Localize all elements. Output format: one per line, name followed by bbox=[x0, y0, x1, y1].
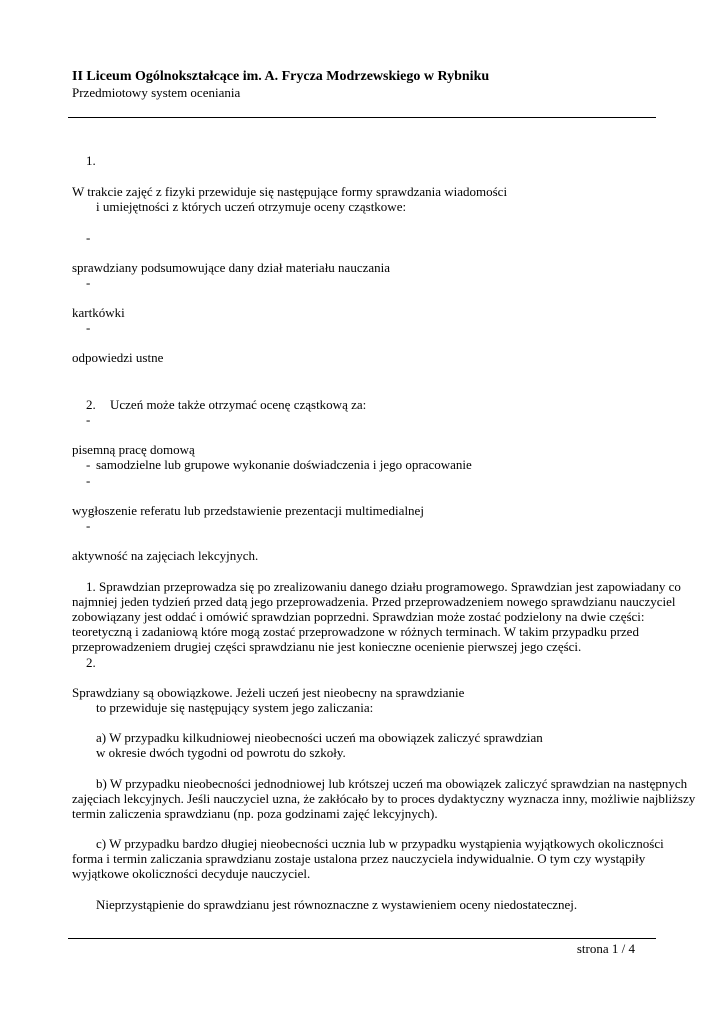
section4-intro-line2: to przewiduje się następujący system jego zaliczania: bbox=[96, 700, 374, 715]
case-c-line1: c) W przypadku bardzo długiej nieobecności ucznia lub w przypadku wystąpienia wyjątkowych okoliczności bbox=[96, 836, 664, 851]
section2-number: 2. bbox=[86, 397, 96, 412]
list-bullet: - bbox=[86, 230, 91, 245]
section2-intro: Uczeń może także otrzymać ocenę cząstkową za: bbox=[110, 397, 367, 412]
section1-intro-line2: i umiejętności z których uczeń otrzymuje oceny cząstkowe: bbox=[96, 199, 407, 214]
case-a-line2: w okresie dwóch tygodni od powrotu do szkoły. bbox=[96, 745, 346, 760]
document-subtitle: Przedmiotowy system oceniania bbox=[72, 85, 241, 100]
paragraph-line: 1. Sprawdzian przeprowadza się po zrealizowaniu danego działu programowego. Sprawdzian jest zapowiadany co bbox=[86, 579, 681, 594]
list-bullet: - bbox=[86, 412, 91, 427]
list-item: kartkówki bbox=[72, 305, 125, 320]
list-item: odpowiedzi ustne bbox=[72, 350, 164, 365]
page-number: strona 1 / 4 bbox=[576, 941, 635, 956]
section1-intro-line1: W trakcie zajęć z fizyki przewiduje się następujące formy sprawdzania wiadomości bbox=[72, 184, 508, 199]
document-title: II Liceum Ogólnokształcące im. A. Frycza Modrzewskiego w Rybniku bbox=[72, 69, 490, 84]
case-b-line1: b) W przypadku nieobecności jednodniowej lub krótszej uczeń ma obowiązek zaliczyć sprawdzian na następnych bbox=[96, 776, 688, 791]
case-b-line3: termin zaliczenia sprawdzianu (np. poza godzinami zajęć lekcyjnych). bbox=[72, 806, 438, 821]
section3-number2: 2. bbox=[86, 655, 96, 670]
case-c-line2: forma i termin zaliczania sprawdzianu zostaje ustalona przez nauczyciela indywidualnie. O tym czy wystąpiły bbox=[72, 851, 646, 866]
case-c-line3: wyjątkowe okoliczności decyduje nauczyciel. bbox=[72, 866, 311, 881]
list-bullet: - bbox=[86, 457, 91, 472]
list-bullet: - bbox=[86, 320, 91, 335]
list-item: pisemną pracę domową bbox=[72, 442, 195, 457]
list-item: samodzielne lub grupowe wykonanie doświadczenia i jego opracowanie bbox=[96, 457, 472, 472]
case-b-line2: zajęciach lekcyjnych. Jeśli nauczyciel uzna, że zakłócało by to proces dydaktyczny wyznacza inny, możliwie najbliższy bbox=[72, 791, 696, 806]
section1-number: 1. bbox=[86, 153, 96, 168]
section4-intro-line1: Sprawdziany są obowiązkowe. Jeżeli uczeń jest nieobecny na sprawdzianie bbox=[72, 685, 465, 700]
list-bullet: - bbox=[86, 473, 91, 488]
footer-divider bbox=[68, 938, 656, 939]
list-item: wygłoszenie referatu lub przedstawienie prezentacji multimedialnej bbox=[72, 503, 424, 518]
list-item: aktywność na zajęciach lekcyjnych. bbox=[72, 548, 259, 563]
list-bullet: - bbox=[86, 518, 91, 533]
header-divider bbox=[68, 117, 656, 118]
list-item: sprawdziany podsumowujące dany dział materiału nauczania bbox=[72, 260, 391, 275]
paragraph-line: teoretyczną i zadaniową które mogą zostać przeprowadzone w różnych terminach. W takim przypadku przed bbox=[72, 624, 639, 639]
paragraph-line: najmniej jeden tydzień przed datą jego przeprowadzenia. Przed przeprowadzeniem nowego sprawdzianu nauczyciel bbox=[72, 594, 676, 609]
case-a-line1: a) W przypadku kilkudniowej nieobecności uczeń ma obowiązek zaliczyć sprawdzian bbox=[96, 730, 543, 745]
paragraph-line: przeprowadzeniem drugiej części sprawdzianu nie jest konieczne ocenienie pierwszej jego części. bbox=[72, 639, 582, 654]
list-bullet: - bbox=[86, 275, 91, 290]
final-note: Nieprzystąpienie do sprawdzianu jest równoznaczne z wystawieniem oceny niedostatecznej. bbox=[96, 897, 578, 912]
paragraph-line: zobowiązany jest oddać i omówić sprawdzian poprzedni. Sprawdzian może zostać podzielony na dwie części: bbox=[72, 609, 645, 624]
